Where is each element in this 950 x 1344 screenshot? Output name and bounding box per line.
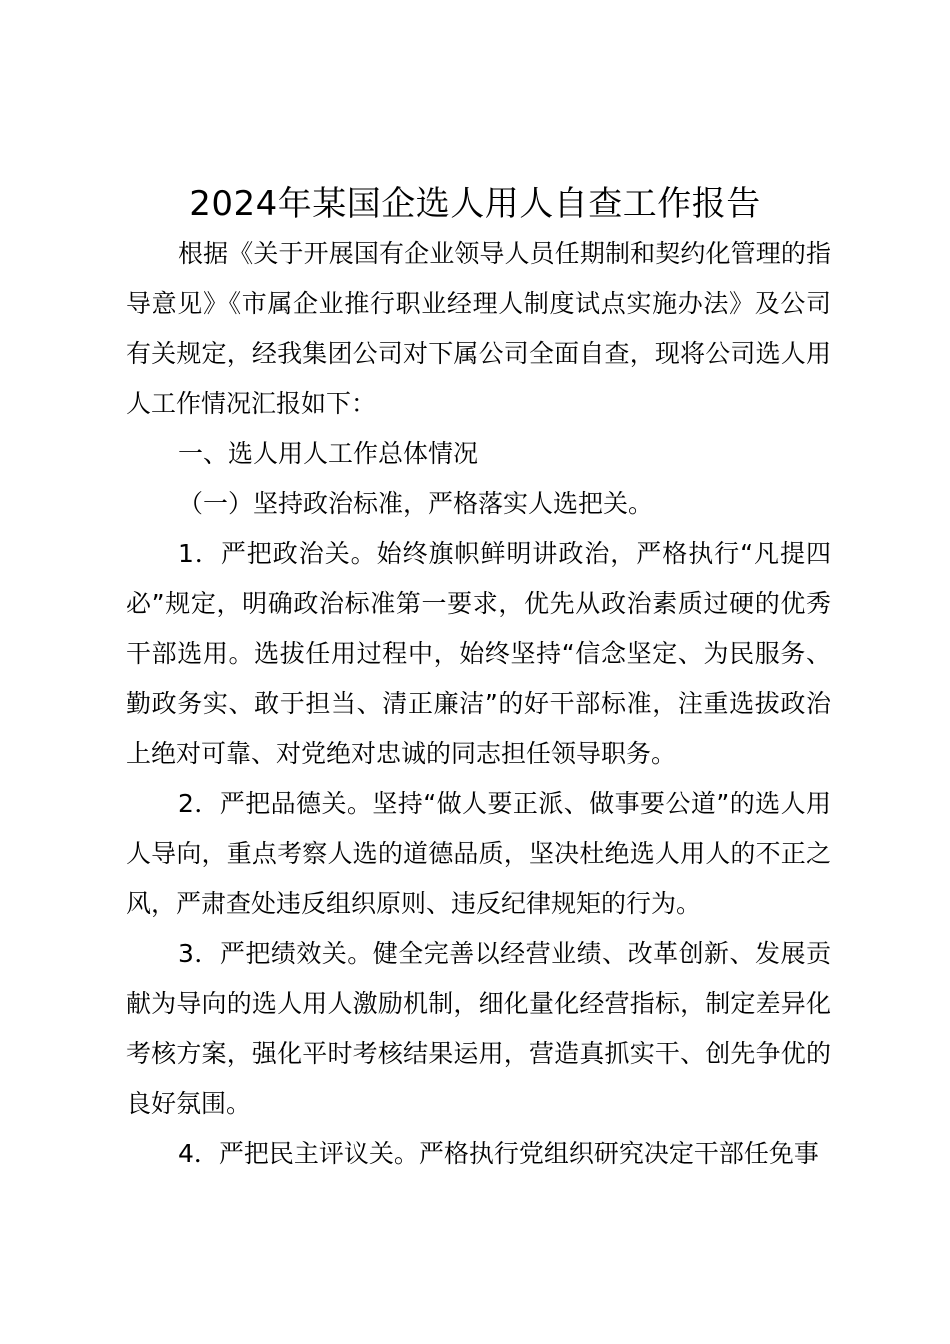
item-paragraph-3: 3．严把绩效关。健全完善以经营业绩、改革创新、发展贡献为导向的选人用人激励机制，细化量化经营指标，制定差异化考核方案，强化平时考核结果运用，营造真抓实干、创先争优的良好氛围。	[126, 939, 831, 1118]
item-paragraph-2: 2．严把品德关。坚持“做人要正派、做事要公道”的选人用人导向，重点考察人选的道德品质，坚决杜绝选人用人的不正之风，严肃查处违反组织原则、违反纪律规矩的行为。	[126, 789, 831, 918]
document-title: 2024年某国企选人用人自查工作报告	[189, 184, 761, 224]
subsection-heading: （一）坚持政治标准，严格落实人选把关。	[178, 489, 654, 518]
section-heading: 一、选人用人工作总体情况	[178, 439, 479, 468]
item-paragraph-1: 1．严把政治关。始终旗帜鲜明讲政治，严格执行“凡提四必”规定，明确政治标准第一要求，优先从政治素质过硬的优秀干部选用。选拔任用过程中，始终坚持“信念坚定、为民服务、勤政务实、敢于担当、清正廉洁”的好干部标准，注重选拔政治上绝对可靠、对党绝对忠诚的同志担任领导职务。	[126, 539, 831, 768]
item-paragraph-4: 4．严把民主评议关。严格执行党组织研究决定干部任免事	[178, 1139, 819, 1168]
document-body	[126, 229, 831, 1179]
intro-paragraph: 根据《关于开展国有企业领导人员任期制和契约化管理的指导意见》《市属企业推行职业经理人制度试点实施办法》及公司有关规定，经我集团公司对下属公司全面自查，现将公司选人用人工作情况汇报如下：	[126, 239, 831, 418]
